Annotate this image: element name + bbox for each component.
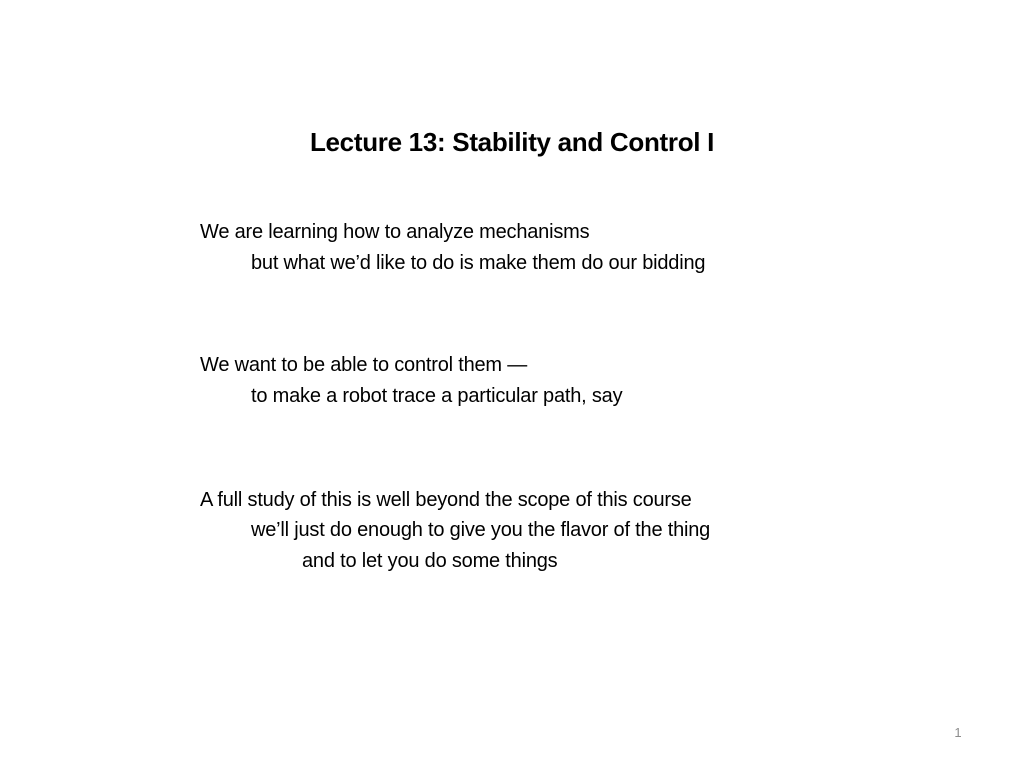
- paragraph-line-indented: to make a robot trace a particular path, say: [251, 385, 623, 407]
- paragraph-line-indented: we’ll just do enough to give you the flavor of the thing: [251, 519, 711, 541]
- page-number: 1: [954, 725, 962, 740]
- paragraph-line-double-indented: and to let you do some things: [302, 550, 558, 572]
- paragraph-line: We want to be able to control them —: [200, 354, 528, 376]
- paragraph-line: We are learning how to analyze mechanisms: [200, 221, 590, 243]
- paragraph-line: A full study of this is well beyond the scope of this course: [200, 489, 692, 511]
- slide-title: Lecture 13: Stability and Control I: [309, 127, 715, 157]
- paragraph-line-indented: but what we’d like to do is make them do our bidding: [251, 252, 706, 274]
